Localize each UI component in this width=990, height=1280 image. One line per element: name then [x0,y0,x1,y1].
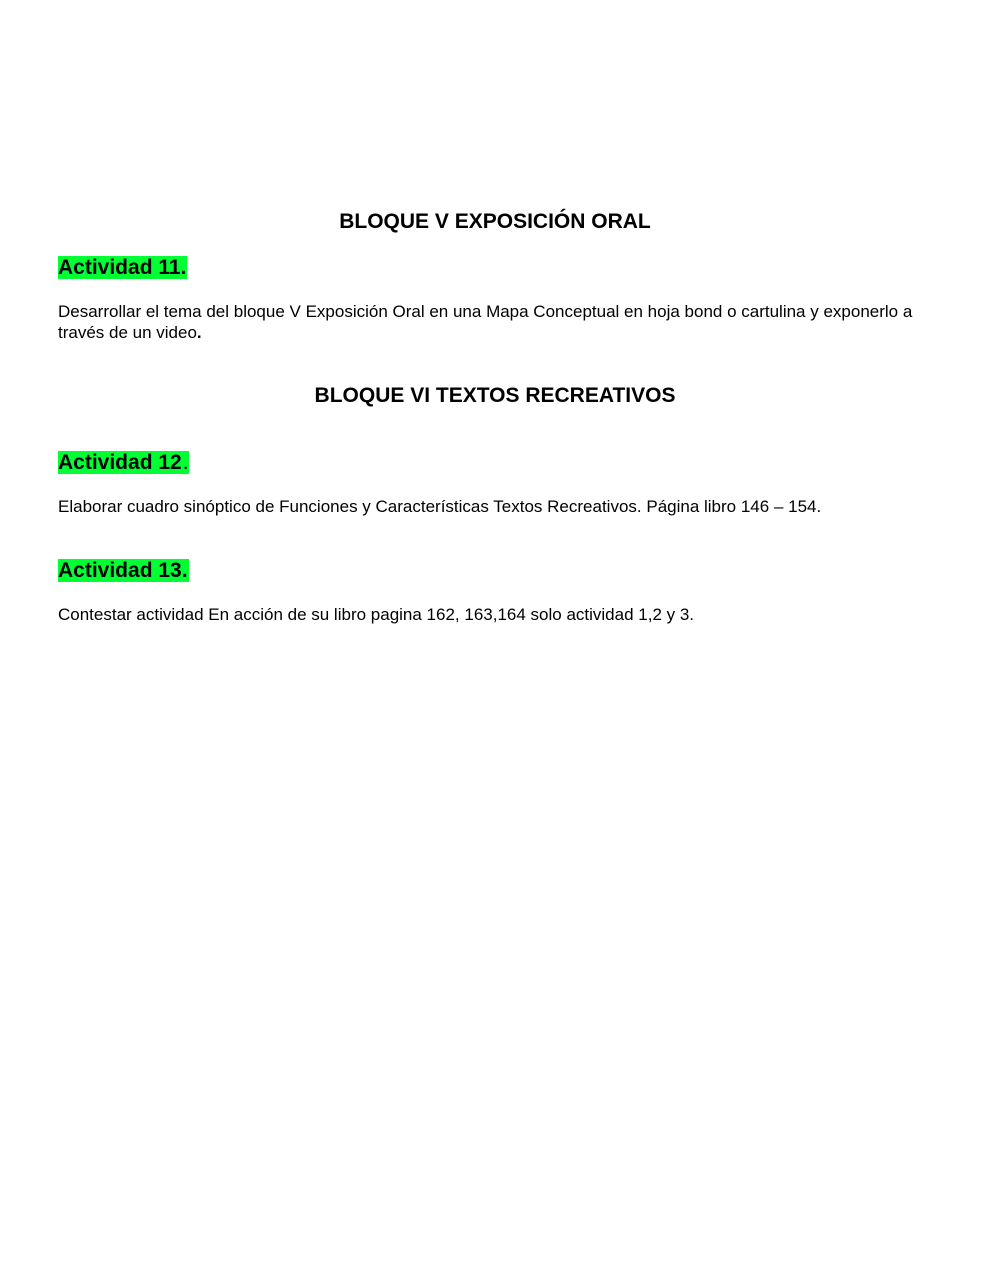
activity-13-description: Contestar actividad En acción de su libro pagina 162, 163,164 solo actividad 1,2 y 3. [58,605,695,624]
activity-11-description [58,301,918,343]
section-title-bloque-vi: BLOQUE VI TEXTOS RECREATIVOS [314,384,676,407]
activity-11-text: Desarrollar el tema del bloque V Exposición Oral en una Mapa Conceptual en hoja bond o cartulina y exponerlo a través de un video [58,302,913,342]
activity-11-text-end: . [196,323,202,342]
activity-12-heading [58,450,189,476]
activity-12-label-end: . [182,451,189,474]
activity-12-label: Actividad 12 [58,451,182,474]
section-title-bloque-v: BLOQUE V EXPOSICIÓN ORAL [339,210,651,233]
activity-11-label: Actividad 11. [58,256,187,279]
activity-11-heading [58,255,187,281]
activity-13-label: Actividad 13. [58,559,188,582]
activity-13-heading [58,558,189,584]
activity-12-description: Elaborar cuadro sinóptico de Funciones y Características Textos Recreativos. Página libro 146 – 154. [58,497,822,516]
